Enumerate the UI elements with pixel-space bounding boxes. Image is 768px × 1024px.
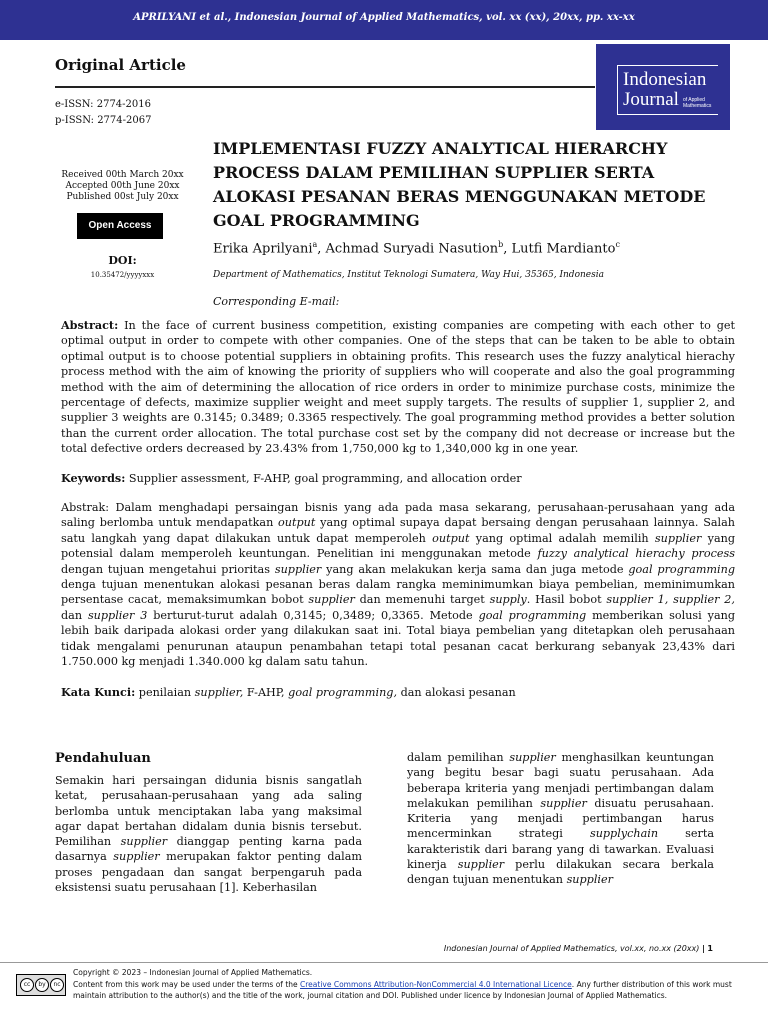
logo-line-1: Indonesian xyxy=(623,69,707,90)
pissn: p-ISSN: 2774-2067 xyxy=(55,115,152,126)
right-t4: serta karakteristik dari barang yang di tawarkan. Evaluasi kinerja xyxy=(407,827,714,872)
author-3: , Lutfi Mardianto xyxy=(503,241,616,257)
keywords-label: Keywords: xyxy=(61,471,126,485)
journal-logo xyxy=(596,44,730,130)
abstract xyxy=(61,318,735,457)
license-t2: . Any further distribution of this work must maintain attribution to the author(s) and the title of the work, journal citation and DOI. Published under licence by Indonesian Journal of Applied Mathematics. xyxy=(73,979,732,1000)
keywords-text: Supplier assessment, F-AHP, goal programming, and allocation order xyxy=(128,472,522,485)
right-t3: disuatu perusahaan. Kriteria yang menjadi pertimbangan harus mencerminkan strategi xyxy=(407,796,714,841)
affiliation: Department of Mathematics, Institut Teknologi Sumatera, Way Hui, 35365, Indonesia xyxy=(213,270,604,280)
author-1: Erika Aprilyani xyxy=(213,241,313,257)
abstrak-i9: supplier 1, supplier 2, xyxy=(606,593,735,607)
abstrak-t11: berturut-turut adalah 0,3145; 0,3489; 0,3365. Metode xyxy=(147,608,479,622)
author-1-sup: a xyxy=(312,240,318,249)
kata-kunci-label: Kata Kunci: xyxy=(61,685,136,699)
kk-i1: supplier, xyxy=(194,686,244,699)
abstrak-i3: supplier xyxy=(654,531,702,545)
right-i4: supplier xyxy=(457,858,505,872)
license-text xyxy=(73,967,748,1002)
section-heading: Pendahuluan xyxy=(55,751,151,766)
right-t1: dalam pemilihan xyxy=(407,751,510,764)
page-footer xyxy=(444,944,713,953)
abstrak-i8: supply xyxy=(489,593,527,607)
by-icon: by xyxy=(35,978,49,992)
right-t5: perlu dilakukan secara berkala dengan tujuan menentukan xyxy=(407,858,714,887)
abstrak-t1: Dalam menghadapi persaingan bisnis yang ada pada masa sekarang, perusahaan-perusahaan yang ada saling berlomba untuk mendapatkan xyxy=(61,501,736,530)
footer-rule xyxy=(0,962,768,963)
header-bar xyxy=(0,0,768,40)
abstrak-t3: yang optimal adalah memilih xyxy=(469,531,655,545)
abstrak-t9: . Hasil bobot xyxy=(526,593,607,607)
abstract-label: Abstract: xyxy=(61,318,119,332)
license-t1: Content from this work may be used under the terms of the xyxy=(73,979,301,989)
doi-value[interactable]: 10.35472/yyyyxxx xyxy=(90,271,155,279)
corresponding-email: Corresponding E-mail: xyxy=(213,295,340,308)
abstrak-t7: denga tujuan menentukan alokasi pesanan beras dalam rangka meminimumkan biaya pembelian, meminimumkan persentase cacat, memaksimumkan bobot xyxy=(61,578,735,607)
abstrak-i1: output xyxy=(278,516,316,530)
left-column xyxy=(55,773,362,895)
right-i5: supplier xyxy=(566,873,613,887)
abstrak xyxy=(61,500,735,669)
abstrak-t4: yang potensial dalam memperoleh keuntungan. Penelitian ini menggunakan metode xyxy=(61,531,735,561)
logo-line-3 xyxy=(683,97,711,109)
footer-journal: Indonesian Journal of Applied Mathematics, vol.xx, no.xx (20xx) xyxy=(443,944,700,953)
published-date: Published 00st July 20xx xyxy=(66,192,179,202)
left-i2: supplier xyxy=(113,850,160,864)
logo-sub-2: Mathematics xyxy=(683,103,712,109)
copyright: Copyright © 2023 – Indonesian Journal of Applied Mathematics. xyxy=(73,968,313,977)
kk-t1: penilaian xyxy=(138,686,195,699)
abstrak-i4: fuzzy analytical hierachy process xyxy=(537,547,735,561)
abstrak-i6: goal programming xyxy=(628,562,735,576)
header-rule xyxy=(55,86,595,88)
abstrak-t6: yang akan melakukan kerja sama dan juga metode xyxy=(321,562,629,576)
license-link[interactable]: Creative Commons Attribution-NonCommercial 4.0 International Licence xyxy=(300,979,572,989)
article-type: Original Article xyxy=(55,56,186,74)
running-head: APRILYANI et al., Indonesian Journal of Applied Mathematics, vol. xx (xx), 20xx, pp. xx-xx xyxy=(133,12,635,23)
abstrak-label: Abstrak: xyxy=(61,501,110,514)
abstrak-t10: dan xyxy=(61,608,88,622)
eissn: e-ISSN: 2774-2016 xyxy=(55,99,151,110)
abstrak-i11: goal programming xyxy=(478,608,587,622)
left-i1: supplier xyxy=(120,835,168,849)
open-access-badge: Open Access xyxy=(77,213,163,239)
right-i3: supplychain xyxy=(589,827,659,841)
kata-kunci xyxy=(61,685,516,699)
kk-t2: F-AHP, xyxy=(243,686,289,699)
footer-sep: | xyxy=(701,944,705,953)
article-dates xyxy=(55,170,190,203)
doi-label: DOI: xyxy=(108,254,137,267)
accepted-date: Accepted 00th June 20xx xyxy=(65,181,180,191)
keywords xyxy=(61,471,522,485)
received-date: Received 00th March 20xx xyxy=(61,170,184,180)
kk-i2: goal programming, xyxy=(288,686,398,699)
right-column xyxy=(407,750,714,888)
kk-t3: dan alokasi pesanan xyxy=(397,686,516,699)
abstrak-t8: dan memenuhi target xyxy=(354,593,490,607)
cc-icon: cc xyxy=(20,978,34,992)
cc-license-icon[interactable] xyxy=(16,974,66,996)
left-t1: Semakin hari persaingan didunia bisnis sangatlah ketat, perusahaan-perusahaan yang ada saling berlomba untuk menciptakan laba yang maksimal agar dapat bertahan didalam dunia bisnis tersebut. Pemilihan xyxy=(55,774,362,849)
abstrak-i10: supplier 3 xyxy=(87,608,148,622)
abstrak-i2: output xyxy=(432,531,470,545)
abstrak-t5: dengan tujuan mengetahui prioritas xyxy=(61,562,275,576)
abstrak-t12: memberikan solusi yang lebih baik daripada alokasi order yang dilakukan saat ini. Total biaya pembelian yang ditetapkan oleh perusahaan tidak mengalami penurunan ataupun penambahan tetapi total pesanan cacat berkurang sebanyak 23,43% dari 1.750.000 kg menjadi 1.340.000 kg dalam satu tahun. xyxy=(61,608,735,669)
abstrak-i5: supplier xyxy=(274,562,322,576)
abstrak-i7: supplier xyxy=(308,593,355,607)
logo-sub-1: of Applied xyxy=(683,97,705,103)
author-3-sup: c xyxy=(615,240,620,249)
right-i1: supplier xyxy=(509,751,556,764)
abstrak-t2: yang optimal supaya dapat bersaing dengan perusahaan lainnya. Salah satu langkah yang dapat dilakukan untuk dapat memperoleh xyxy=(61,516,735,545)
article-title: IMPLEMENTASI FUZZY ANALYTICAL HIERARCHY PROCESS DALAM PEMILIHAN SUPPLIER SERTA ALOKASI PESANAN BERAS MENGGUNAKAN METODE GOAL PROGRAMMING xyxy=(213,139,706,230)
logo-line-2: Journal xyxy=(623,89,679,110)
right-i2: supplier xyxy=(540,796,587,810)
left-t3: merupakan faktor penting dalam proses pengadaan dan sangat berpengaruh pada eksistensi suatu perusahaan [1]. Keberhasilan xyxy=(55,850,363,895)
nc-icon: nc xyxy=(50,978,64,992)
author-2-sup: b xyxy=(498,240,504,249)
author-list xyxy=(213,240,620,256)
right-t2: menghasilkan keuntungan yang begitu besar bagi suatu perusahaan. Ada beberapa kriteria yang menjadi pertimbangan dalam melakukan pemilihan xyxy=(407,751,714,810)
author-2: , Achmad Suryadi Nasution xyxy=(317,241,499,257)
page-number: 1 xyxy=(707,944,713,953)
abstract-text: In the face of current business competition, existing companies are competing with each other to get optimal output in order to compete with other companies. One of the steps that can be taken to be able to obtain optimal output is to choose potential suppliers in obtaining profits. This research uses the fuzzy analytical hierachy process method with the aim of knowing the priority of suppliers who will cooperate and also the goal programming method with the aim of determining the allocation of rice orders in order to minimize purchase costs, minimize the percentage of defects, maximize supplier weight and meet supply targets. The results of supplier 1, supplier 2, and supplier 3 weights are 0.3145; 0.3489; 0.3365 respectively. The goal programming method provides a better solution than the current order allocation. The total purchase cost set by the company did not decrease or increase but the total defective orders decreased by 23.43% from 1,750,000 kg to 1,340,000 kg in one year. xyxy=(61,319,735,456)
left-t2: dianggap penting karna pada dasarnya xyxy=(55,835,362,864)
